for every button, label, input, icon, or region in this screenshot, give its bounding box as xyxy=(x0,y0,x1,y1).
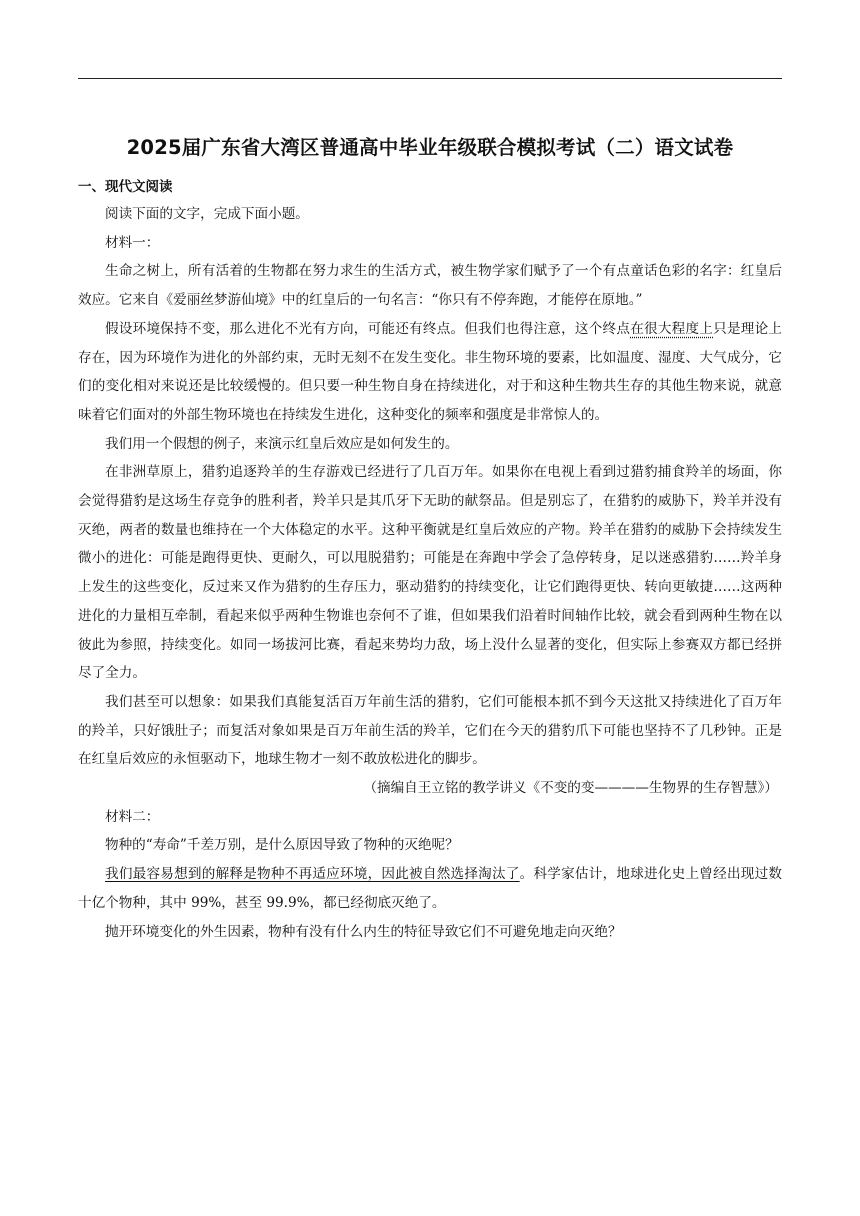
material-one-paragraph-5: 我们甚至可以想象：如果我们真能复活百万年前生活的猎豹，它们可能根本抓不到今天这批又持续进化了百万年的羚羊，只好饿肚子；而复活对象如果是百万年前生活的羚羊，它们在今天的猎豹爪下可能也坚持不了几秒钟。正是在红皇后效应的永恒驱动下，地球生物才一刻不敢放松进化的脚步。 xyxy=(78,693,782,768)
material-two-paragraph-1: 物种的“寿命”千差万别，是什么原因导致了物种的灭绝呢？ xyxy=(105,837,459,854)
material-one-source: （摘编自王立铭的教学讲义《不变的变————生物界的生存智慧》） xyxy=(363,780,778,797)
material-two-paragraph-2 xyxy=(78,860,782,917)
material-one-paragraph-2 xyxy=(78,315,782,430)
section-heading: 一、现代文阅读 xyxy=(78,179,173,195)
material-one-paragraph-1: 生命之树上，所有活着的生物都在努力求生的生活方式，被生物学家们赋予了一个有点童话色彩的名字：红皇后效应。它来自《爱丽丝梦游仙境》中的红皇后的一句名言：“你只有不停奔跑，才能停在原地。” xyxy=(78,263,782,309)
underlined-sentence: 我们最容易想到的解释是物种不再适应环境，因此被自然选择淘汰了 xyxy=(105,866,520,883)
exam-title: 2025届广东省大湾区普通高中毕业年级联合模拟考试（二）语文试卷 xyxy=(126,136,734,159)
header-rule xyxy=(78,78,782,79)
material-two-label: 材料二： xyxy=(105,808,160,825)
material-one-paragraph-4: 在非洲草原上，猎豹追逐羚羊的生存游戏已经进行了几百万年。如果你在电视上看到过猎豹捕食羚羊的场面，你会觉得猎豹是这场生存竞争的胜利者，羚羊只是其爪牙下无助的献祭品。但是别忘了，在猎豹的威胁下，羚羊并没有灭绝，两者的数量也维持在一个大体稳定的水平。这种平衡就是红皇后效应的产物。羚羊在猎豹的威胁下会持续发生微小的进化：可能是跑得更快、更耐久，可以甩脱猎豹；可能是在奔跑中学会了急停转身，足以迷惑猎豹……羚羊身上发生的这些变化，反过来又作为猎豹的生存压力，驱动猎豹的持续变化，让它们跑得更快、转向更敏捷……这两种进化的力量相互牵制，看起来似乎两种生物谁也奈何不了谁，但如果我们沿着时间轴作比较，就会看到两种生物在以彼此为参照，持续变化。如同一场拔河比赛，看起来势均力敌，场上没什么显著的变化，但实际上参赛双方都已经拼尽了全力。 xyxy=(78,464,782,682)
instruction-text: 阅读下面的文字，完成下面小题。 xyxy=(105,206,309,222)
material-two-paragraph-3: 抛开环境变化的外生因素，物种有没有什么内生的特征导致它们不可避免地走向灭绝？ xyxy=(105,923,622,940)
dotted-emphasis-phrase: 在很大程度上 xyxy=(630,320,714,337)
paragraph-2-rest: 。科学家估计，地球进化史上曾经出现过数十亿个物种，其中 99%，甚至 99.9%，都已经彻底灭绝了。 xyxy=(78,866,783,911)
paragraph-2-text-b: 只是理论上存在，因为环境作为进化的外部约束，无时无刻不在发生变化。非生物环境的要素，比如温度、湿度、大气成分，它们的变化相对来说还是比较缓慢的。但只要一种生物自身在持续进化，对于和这种生物共生存的其他生物来说，就意味着它们面对的外部生物环境也在持续发生进化，这种变化的频率和强度是非常惊人的。 xyxy=(78,320,783,423)
material-one-paragraph-3: 我们用一个假想的例子，来演示红皇后效应是如何发生的。 xyxy=(105,435,459,452)
paragraph-2-text-a: 假设环境保持不变，那么进化不光有方向，可能还有终点。但我们也得注意，这个终点 xyxy=(105,320,631,337)
material-one-label: 材料一： xyxy=(105,234,160,251)
passage-body xyxy=(78,200,782,946)
